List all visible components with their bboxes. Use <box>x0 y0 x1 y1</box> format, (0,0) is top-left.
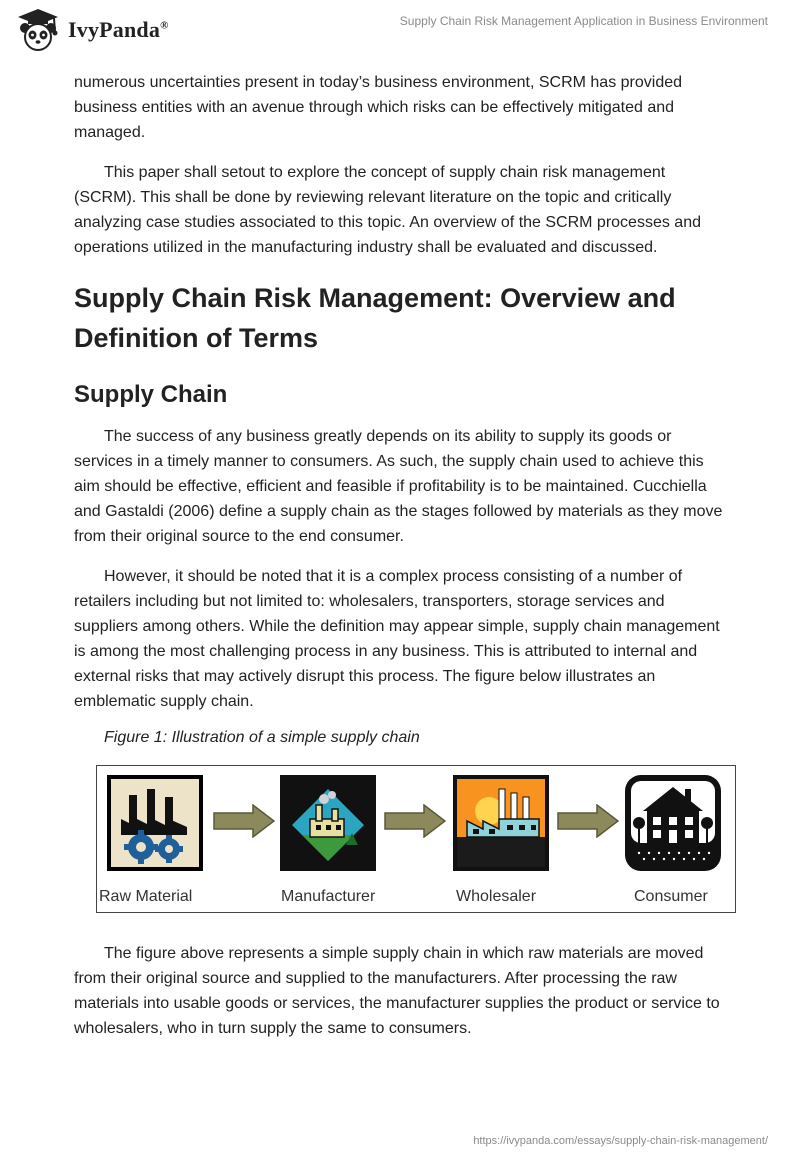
paragraph-4: However, it should be noted that it is a complex process consisting of a number of retailers including but not limited to: wholesalers, transporters, storage services and suppliers among others. While the definition may appear simple, supply chain management is among the most challenging process in any business. This is attributed to internal and external risks that may actively disrupt this process. The figure below illustrates an emblematic supply chain. <box>74 568 720 710</box>
supply-chain-figure <box>96 765 736 913</box>
logo-text: IvyPanda <box>68 17 161 42</box>
arrow-right-icon <box>384 804 446 838</box>
stage-label-raw-material: Raw Material <box>99 888 193 905</box>
wholesaler-warehouse-icon <box>453 775 549 871</box>
footer-url-link[interactable]: https://ivypanda.com/essays/supply-chain-risk-management/ <box>473 1135 768 1147</box>
stage-label-manufacturer: Manufacturer <box>281 888 376 905</box>
subsection-heading: Supply Chain <box>74 381 228 408</box>
ivypanda-logo[interactable] <box>14 8 169 52</box>
house-icon <box>625 775 721 871</box>
paragraph-5: The figure above represents a simple supply chain in which raw materials are moved from their original source and supplied to the manufacturers. After processing the raw materials into usable goods or services, the manufacturer supplies the product or service to wholesalers, who in turn supply the same to consumers. <box>74 945 720 1037</box>
running-title: Supply Chain Risk Management Application in Business Environment <box>399 14 768 28</box>
arrow-right-icon <box>213 804 275 838</box>
manufacturer-plant-icon <box>280 775 376 871</box>
figure-caption: Figure 1: Illustration of a simple supply chain <box>104 729 420 746</box>
stage-label-consumer: Consumer <box>634 888 708 905</box>
paragraph-3: The success of any business greatly depends on its ability to supply its goods or services in a timely manner to consumers. As such, the supply chain used to achieve this aim should be effective, efficient and feasible if profitability is to be maintained. Cucchiella and Gastaldi (2006) define a supply chain as the stages followed by materials as they move from their original source to the end consumer. <box>74 428 723 545</box>
article-body <box>74 70 724 1056</box>
factory-gears-icon <box>107 775 203 871</box>
panda-logo-icon <box>14 8 62 52</box>
stage-label-wholesaler: Wholesaler <box>456 888 537 905</box>
page-header <box>0 0 800 60</box>
registered-mark: ® <box>160 19 169 32</box>
section-heading: Supply Chain Risk Management: Overview and Definition of Terms <box>74 283 676 353</box>
paragraph-1: numerous uncertainties present in today’s business environment, SCRM has provided business entities with an avenue through which risks can be effectively mitigated and managed. <box>74 74 683 141</box>
paragraph-2: This paper shall setout to explore the concept of supply chain risk management (SCRM). This shall be done by reviewing relevant literature on the topic and critically analyzing case studies associated to this topic. An overview of the SCRM processes and operations utilized in the manufacturing industry shall be evaluated and discussed. <box>74 164 701 256</box>
arrow-right-icon <box>557 804 619 838</box>
